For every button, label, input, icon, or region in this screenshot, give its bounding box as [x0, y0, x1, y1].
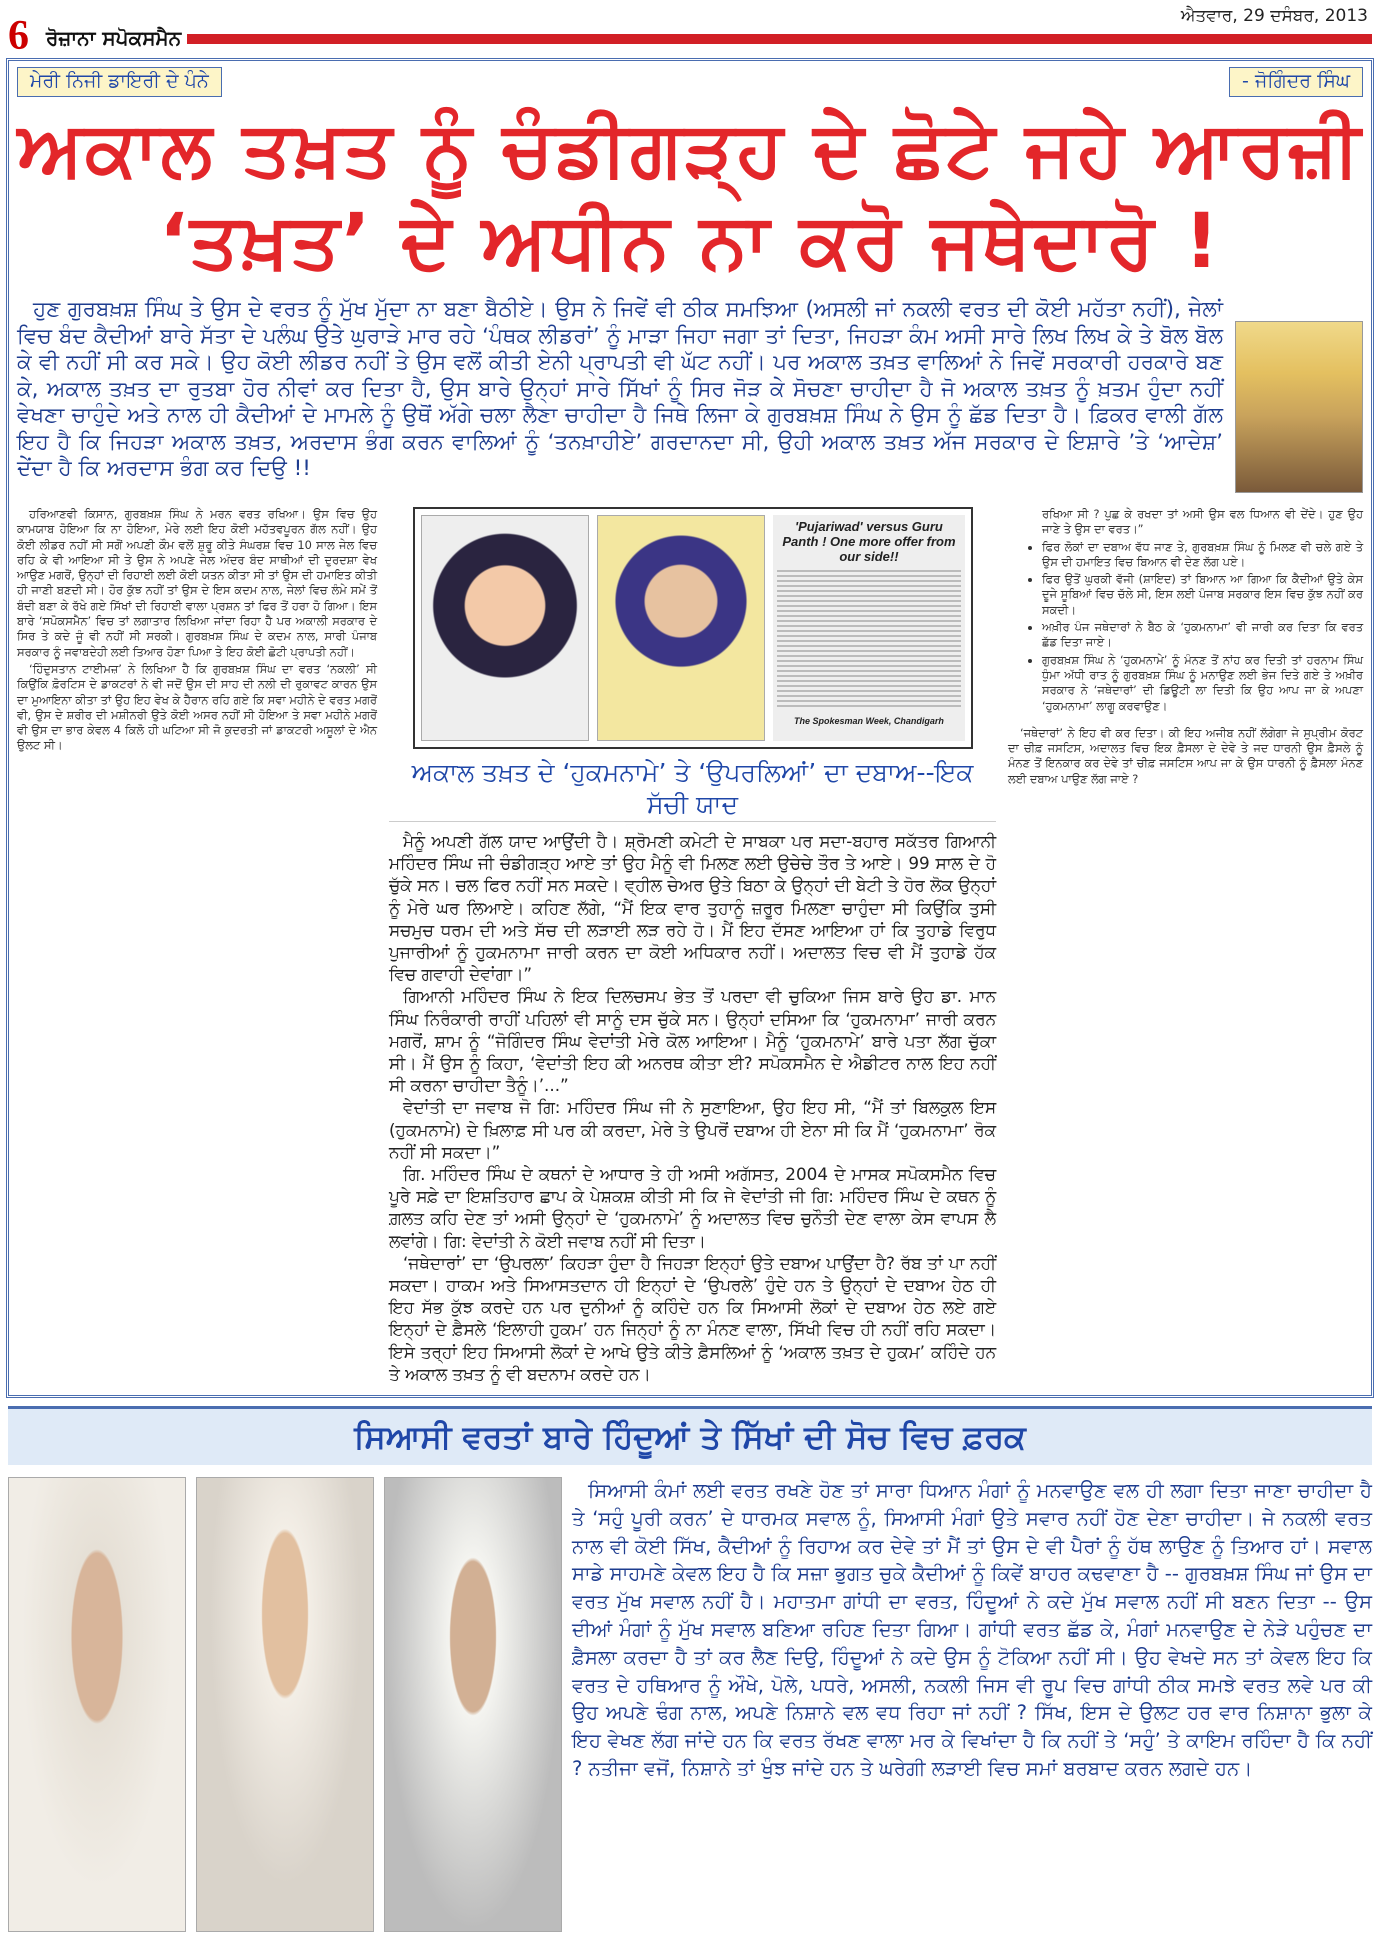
- photo-sikh-elder: [196, 1477, 374, 1932]
- clipping-title: 'Pujariwad' versus Guru Panth ! One more offer from our side!!: [782, 519, 956, 564]
- bullet-list: [1042, 540, 1363, 714]
- photo-sikh-leader: [384, 1477, 562, 1932]
- paragraph: ‘ਜਥੇਦਾਰਾਂ’ ਦਾ ‘ਉਪਰਲਾ’ ਕਿਹੜਾ ਹੁੰਦਾ ਹੈ ਜਿਹੜਾ ਇਨ੍ਹਾਂ ਉਤੇ ਦਬਾਅ ਪਾਉਂਦਾ ਹੈ? ਰੱਬ ਤਾਂ ਪਾ ਨਹੀਂ ਸਕਦਾ। ਹਾਕਮ ਅਤੇ ਸਿਆਸਤਦਾਨ ਹੀ ਇਨ੍ਹਾਂ ਦੇ ‘ਉਪਰਲੇ’ ਹੁੰਦੇ ਹਨ ਤੇ ਉਨ੍ਹਾਂ ਦੇ ਦਬਾਅ ਹੇਠ ਹੀ ਇਹ ਸੱਭ ਕੁੱਝ ਕਰਦੇ ਹਨ ਪਰ ਦੁਨੀਆਂ ਨੂੰ ਕਹਿੰਦੇ ਹਨ ਕਿ ਸਿਆਸੀ ਲੋਕਾਂ ਦੇ ਦਬਾਅ ਹੇਠ ਲਏ ਗਏ ਇਨ੍ਹਾਂ ਦੇ ਫ਼ੈਸਲੇ ‘ਇਲਾਹੀ ਹੁਕਮ’ ਹਨ ਜਿਨ੍ਹਾਂ ਨੂੰ ਨਾ ਮੰਨਣ ਵਾਲਾ, ਸਿੱਖੀ ਵਿਚ ਹੀ ਨਹੀਂ ਰਹਿ ਸਕਦਾ। ਇਸੇ ਤਰ੍ਹਾਂ ਇਹ ਸਿਆਸੀ ਲੋਕਾਂ ਦੇ ਆਖੇ ਉਤੇ ਕੀਤੇ ਫ਼ੈਸਲਿਆਂ ਨੂੰ ‘ਅਕਾਲ ਤਖ਼ਤ ਦੇ ਹੁਕਮ’ ਕਹਿੰਦੇ ਹਨ ਤੇ ਅਕਾਲ ਤਖ਼ਤ ਨੂੰ ਵੀ ਬਦਨਾਮ ਕਰਦੇ ਹਨ।: [389, 1252, 996, 1384]
- article-columns: [17, 507, 1363, 1385]
- bottom-section: [8, 1406, 1372, 1932]
- paragraph: ਮੈਨੂੰ ਅਪਣੀ ਗੱਲ ਯਾਦ ਆਉਂਦੀ ਹੈ। ਸ਼੍ਰੋਮਣੀ ਕਮੇਟੀ ਦੇ ਸਾਬਕਾ ਪਰ ਸਦਾ-ਬਹਾਰ ਸਕੱਤਰ ਗਿਆਨੀ ਮਹਿੰਦਰ ਸਿੰਘ ਜੀ ਚੰਡੀਗੜ੍ਹ ਆਏ ਤਾਂ ਉਹ ਮੈਨੂੰ ਵੀ ਮਿਲਣ ਲਈ ਉਚੇਚੇ ਤੌਰ ਤੇ ਆਏ। 99 ਸਾਲ ਦੇ ਹੋ ਚੁੱਕੇ ਸਨ। ਚਲ ਫਿਰ ਨਹੀਂ ਸਨ ਸਕਦੇ। ਵ੍ਹੀਲ ਚੇਅਰ ਉਤੇ ਬਿਠਾ ਕੇ ਉਨ੍ਹਾਂ ਦੀ ਬੇਟੀ ਤੇ ਹੋਰ ਲੋਕ ਉਨ੍ਹਾਂ ਨੂੰ ਮੇਰੇ ਘਰ ਲਿਆਏ। ਕਹਿਣ ਲੱਗੇ, “ਮੈਂ ਇਕ ਵਾਰ ਤੁਹਾਨੂੰ ਜ਼ਰੂਰ ਮਿਲਣਾ ਚਾਹੁੰਦਾ ਸੀ ਕਿਉਂਕਿ ਤੁਸੀ ਸਚਮੁਚ ਧਰਮ ਦੀ ਅਤੇ ਸੱਚ ਦੀ ਲੜਾਈ ਲੜ ਰਹੇ ਹੋ। ਮੈਂ ਇਹ ਦੱਸਣ ਆਇਆ ਹਾਂ ਕਿ ਤੁਹਾਡੇ ਵਿਰੁਧ ਪੁਜਾਰੀਆਂ ਨੂੰ ਹੁਕਮਨਾਮਾ ਜਾਰੀ ਕਰਨ ਦਾ ਕੋਈ ਅਧਿਕਾਰ ਨਹੀਂ। ਅਦਾਲਤ ਵਿਚ ਵੀ ਮੈਂ ਤੁਹਾਡੇ ਹੱਕ ਵਿਚ ਗਵਾਹੀ ਦੇਵਾਂਗਾ।”: [389, 831, 996, 985]
- photo-gandhi: [8, 1477, 186, 1932]
- middle-subhead: ਅਕਾਲ ਤਖ਼ਤ ਦੇ ‘ਹੁਕਮਨਾਮੇ’ ਤੇ ‘ਉਪਰਲਿਆਂ’ ਦਾ ਦਬਾਅ--ਇਕ ਸੱਚੀ ਯਾਦ: [389, 757, 996, 822]
- clipping-text-block: [777, 570, 960, 710]
- paragraph: ਗਿਆਨੀ ਮਹਿੰਦਰ ਸਿੰਘ ਨੇ ਇਕ ਦਿਲਚਸਪ ਭੇਤ ਤੋਂ ਪਰਦਾ ਵੀ ਚੁਕਿਆ ਜਿਸ ਬਾਰੇ ਉਹ ਡਾ. ਮਾਨ ਸਿੰਘ ਨਿਰੰਕਾਰੀ ਰਾਹੀਂ ਪਹਿਲਾਂ ਵੀ ਸਾਨੂੰ ਦਸ ਚੁੱਕੇ ਸਨ। ਉਨ੍ਹਾਂ ਦਸਿਆ ਕਿ ‘ਹੁਕਮਨਾਮਾ’ ਜਾਰੀ ਕਰਨ ਮਗਰੋਂ, ਸ਼ਾਮ ਨੂੰ “ਜੋਗਿੰਦਰ ਸਿੰਘ ਵੇਦਾਂਤੀ ਮੇਰੇ ਕੋਲ ਆਇਆ। ਮੈਨੂੰ ‘ਹੁਕਮਨਾਮੇ’ ਬਾਰੇ ਪਤਾ ਲੱਗ ਚੁੱਕਾ ਸੀ। ਮੈਂ ਉਸ ਨੂੰ ਕਿਹਾ, ‘ਵੇਦਾਂਤੀ ਇਹ ਕੀ ਅਨਰਥ ਕੀਤਾ ਈ? ਸਪੋਕਸਮੈਨ ਦੇ ਐਡੀਟਰ ਨਾਲ ਇਹ ਨਹੀਂ ਸੀ ਕਰਨਾ ਚਾਹੀਦਾ ਤੈਨੂੰ।’...”: [389, 986, 996, 1096]
- middle-column: [389, 507, 996, 1385]
- bottom-section-heading: ਸਿਆਸੀ ਵਰਤਾਂ ਬਾਰੇ ਹਿੰਦੂਆਂ ਤੇ ਸਿੱਖਾਂ ਦੀ ਸੋਚ ਵਿਚ ਫ਼ਰਕ: [8, 1406, 1372, 1465]
- photo-strip: [413, 507, 973, 749]
- label-row: [17, 67, 1363, 97]
- paragraph: ਹਰਿਆਣਵੀ ਕਿਸਾਨ, ਗੁਰਬਖ਼ਸ਼ ਸਿੰਘ ਨੇ ਮਰਨ ਵਰਤ ਰਖਿਆ। ਉਸ ਵਿਚ ਉਹ ਕਾਮਯਾਬ ਹੋਇਆ ਕਿ ਨਾ ਹੋਇਆ, ਮੇਰੇ ਲਈ ਇਹ ਕੋਈ ਮਹੱਤਵਪੂਰਨ ਗੱਲ ਨਹੀਂ। ਉਹ ਕੋਈ ਲੀਡਰ ਨਹੀਂ ਸੀ ਸਗੋਂ ਅਪਣੀ ਕੌਮ ਵਲੋਂ ਸ਼ੁਰੂ ਕੀਤੇ ਸੰਘਰਸ਼ ਵਿਚ 10 ਸਾਲ ਜੇਲ ਵਿਚ ਰਹਿ ਕੇ ਵੀ ਆਇਆ ਸੀ ਤੇ ਉਸ ਨੇ ਅਪਣੇ ਜੇਲ ਅੰਦਰ ਬੰਦ ਸਾਥੀਆਂ ਦੀ ਦੁਰਦਸ਼ਾ ਵੇਖ ਆਉਣ ਮਗਰੋਂ, ਉਨ੍ਹਾਂ ਦੀ ਰਿਹਾਈ ਲਈ ਕੋਈ ਯਤਨ ਕੀਤਾ ਸੀ ਤਾਂ ਉਸ ਦੀ ਹਮਾਇਤ ਕੀਤੀ ਹੀ ਜਾਣੀ ਬਣਦੀ ਸੀ। ਹੋਰ ਕੁੱਝ ਨਹੀਂ ਤਾਂ ਉਸ ਦੇ ਇਸ ਕਦਮ ਨਾਲ, ਜੇਲਾਂ ਵਿਚ ਲੰਮੇ ਸਮੇਂ ਤੋਂ ਬੰਦੀ ਬਣਾ ਕੇ ਰੱਖੇ ਗਏ ਸਿੱਖਾਂ ਦੀ ਰਿਹਾਈ ਵਾਲਾ ਪ੍ਰਸ਼ਨ ਤਾਂ ਫਿਰ ਤੋਂ ਹਰਾ ਹੋ ਗਿਆ। ਇਸ ਬਾਰੇ ‘ਸਪੋਕਸਮੈਨ’ ਵਿਚ ਤਾਂ ਲਗਾਤਾਰ ਲਿਖਿਆ ਜਾਂਦਾ ਰਿਹਾ ਹੈ ਪਰ ਅਕਾਲੀ ਸਰਕਾਰ ਦੇ ਸਿਰ ਤੇ ਕਦੇ ਜੂੰ ਵੀ ਨਹੀਂ ਸੀ ਸਰਕੀ। ਗੁਰਬਖ਼ਸ਼ ਸਿੰਘ ਦੇ ਕਦਮ ਨਾਲ, ਸਾਰੀ ਪੰਜਾਬ ਸਰਕਾਰ ਨੂੰ ਜਵਾਬਦੇਹੀ ਲਈ ਤਿਆਰ ਹੋਣਾ ਪਿਆ ਤੇ ਇਹ ਕੋਈ ਛੋਟੀ ਪ੍ਰਾਪਤੀ ਨਹੀਂ।: [17, 507, 377, 659]
- bullet-item: • ਗੁਰਬਖ਼ਸ਼ ਸਿੰਘ ਨੇ ‘ਹੁਕਮਨਾਮੇ’ ਨੂੰ ਮੰਨਣ ਤੋਂ ਨਾਂਹ ਕਰ ਦਿਤੀ ਤਾਂ ਹਰਨਾਮ ਸਿੰਘ ਧੁੰਮਾ ਅੱਧੀ ਰਾਤ ਨੂੰ ਗੁਰਬਖ਼ਸ਼ ਸਿੰਘ ਨੂੰ ਮਨਾਉਣ ਲਈ ਭੇਜ ਦਿਤੇ ਗਏ ਤੇ ਅਖ਼ੀਰ ਸਰਕਾਰ ਨੇ ‘ਜਥੇਦਾਰਾਂ’ ਦੀ ਡਿਊਟੀ ਲਾ ਦਿਤੀ ਕਿ ਉਹ ਆਪ ਜਾ ਕੇ ਅਪਣਾ ‘ਹੁਕਮਨਾਮਾ’ ਲਾਗੂ ਕਰਵਾਉਣ।: [1042, 653, 1363, 714]
- headline: [17, 103, 1363, 287]
- column-label: ਮੇਰੀ ਨਿਜੀ ਡਾਇਰੀ ਦੇ ਪੰਨੇ: [17, 67, 222, 97]
- clipping-caption: The Spokesman Week, Chandigarh: [794, 716, 944, 726]
- lead-row: [17, 297, 1363, 493]
- photo-giani-mahinder-singh: [421, 515, 589, 741]
- right-column: [1008, 507, 1363, 789]
- left-column: [17, 507, 377, 756]
- bottom-section-text: ਸਿਆਸੀ ਕੰਮਾਂ ਲਈ ਵਰਤ ਰਖਣੇ ਹੋਣ ਤਾਂ ਸਾਰਾ ਧਿਆਨ ਮੰਗਾਂ ਨੂੰ ਮਨਵਾਉਣ ਵਲ ਹੀ ਲਗਾ ਦਿਤਾ ਜਾਣਾ ਚਾਹੀਦਾ ਹੈ ਤੇ ‘ਸਹੁੰ ਪੂਰੀ ਕਰਨ’ ਦੇ ਧਾਰਮਕ ਸਵਾਲ ਨੂੰ, ਸਿਆਸੀ ਮੰਗਾਂ ਉਤੇ ਸਵਾਰ ਨਹੀਂ ਹੋਣ ਦੇਣਾ ਚਾਹੀਦਾ। ਜੇ ਨਕਲੀ ਵਰਤ ਨਾਲ ਵੀ ਕੋਈ ਸਿੱਖ, ਕੈਦੀਆਂ ਨੂੰ ਰਿਹਾਅ ਕਰ ਦੇਵੇ ਤਾਂ ਮੈਂ ਤਾਂ ਉਸ ਦੇ ਵੀ ਪੈਰਾਂ ਨੂੰ ਹੱਥ ਲਾਉਣ ਨੂੰ ਤਿਆਰ ਹਾਂ। ਸਵਾਲ ਸਾਡੇ ਸਾਹਮਣੇ ਕੇਵਲ ਇਹ ਹੈ ਕਿ ਸਜ਼ਾ ਭੁਗਤ ਚੁਕੇ ਕੈਦੀਆਂ ਨੂੰ ਕਿਵੇਂ ਬਾਹਰ ਕਢਵਾਣਾ ਹੈ -- ਗੁਰਬਖ਼ਸ਼ ਸਿੰਘ ਜਾਂ ਉਸ ਦਾ ਵਰਤ ਮੁੱਖ ਸਵਾਲ ਨਹੀਂ ਹੈ। ਮਹਾਤਮਾ ਗਾਂਧੀ ਦਾ ਵਰਤ, ਹਿੰਦੂਆਂ ਨੇ ਕਦੇ ਮੁੱਖ ਸਵਾਲ ਨਹੀਂ ਸੀ ਬਣਨ ਦਿਤਾ -- ਉਸ ਦੀਆਂ ਮੰਗਾਂ ਨੂੰ ਮੁੱਖ ਸਵਾਲ ਬਣਿਆ ਰਹਿਣ ਦਿਤਾ ਗਿਆ। ਗਾਂਧੀ ਵਰਤ ਛੱਡ ਕੇ, ਮੰਗਾਂ ਮਨਵਾਉਣ ਦੇ ਨੇੜੇ ਪਹੁੰਚਣ ਦਾ ਫ਼ੈਸਲਾ ਕਰਦਾ ਹੈ ਤਾਂ ਕਰ ਲੈਣ ਦਿਉ, ਹਿੰਦੂਆਂ ਨੇ ਕਦੇ ਉਸ ਨੂੰ ਟੋਕਿਆ ਨਹੀਂ ਸੀ। ਉਹ ਵੇਖਦੇ ਸਨ ਤਾਂ ਕੇਵਲ ਇਹ ਕਿ ਵਰਤ ਦੇ ਹਥਿਆਰ ਨੂੰ ਔਖੇ, ਪੋਲੇ, ਪਧਰੇ, ਅਸਲੀ, ਨਕਲੀ ਜਿਸ ਵੀ ਰੂਪ ਵਿਚ ਗਾਂਧੀ ਠੀਕ ਸਮਝੇ ਵਰਤ ਲਵੇ ਪਰ ਕੀ ਉਹ ਅਪਣੇ ਢੰਗ ਨਾਲ, ਅਪਣੇ ਨਿਸ਼ਾਨੇ ਵਲ ਵਧ ਰਿਹਾ ਜਾਂ ਨਹੀਂ ? ਸਿੱਖ, ਇਸ ਦੇ ਉਲਟ ਹਰ ਵਾਰ ਨਿਸ਼ਾਨਾ ਭੁਲਾ ਕੇ ਇਹ ਵੇਖਣ ਲੱਗ ਜਾਂਦੇ ਹਨ ਕਿ ਵਰਤ ਰੱਖਣ ਵਾਲਾ ਮਰ ਕੇ ਵਿਖਾਂਦਾ ਹੈ ਕਿ ਨਹੀਂ ਤੇ ‘ਸਹੁੰ’ ਤੇ ਕਾਇਮ ਰਹਿੰਦਾ ਹੈ ਕਿ ਨਹੀਂ ? ਨਤੀਜਾ ਵਜੋਂ, ਨਿਸ਼ਾਨੇ ਤਾਂ ਖੁੰਝ ਜਾਂਦੇ ਹਨ ਤੇ ਘਰੇਗੀ ਲੜਾਈ ਵਿਚ ਸਮਾਂ ਬਰਬਾਦ ਕਰਨ ਲਗਦੇ ਹਨ।: [572, 1479, 1373, 1781]
- lead-paragraph: ਹੁਣ ਗੁਰਬਖ਼ਸ਼ ਸਿੰਘ ਤੇ ਉਸ ਦੇ ਵਰਤ ਨੂੰ ਮੁੱਖ ਮੁੱਦਾ ਨਾ ਬਣਾ ਬੈਠੀਏ। ਉਸ ਨੇ ਜਿਵੇਂ ਵੀ ਠੀਕ ਸਮਝਿਆ (ਅਸਲੀ ਜਾਂ ਨਕਲੀ ਵਰਤ ਦੀ ਕੋਈ ਮਹੱਤਾ ਨਹੀਂ), ਜੇਲਾਂ ਵਿਚ ਬੰਦ ਕੈਦੀਆਂ ਬਾਰੇ ਸੱਤਾ ਦੇ ਪਲੰਘ ਉਤੇ ਘੁਰਾੜੇ ਮਾਰ ਰਹੇ ‘ਪੰਥਕ ਲੀਡਰਾਂ’ ਨੂੰ ਮਾੜਾ ਜਿਹਾ ਜਗਾ ਤਾਂ ਦਿਤਾ, ਜਿਹੜਾ ਕੰਮ ਅਸੀ ਸਾਰੇ ਲਿਖ ਲਿਖ ਕੇ ਤੇ ਬੋਲ ਬੋਲ ਕੇ ਵੀ ਨਹੀਂ ਸੀ ਕਰ ਸਕੇ। ਉਹ ਕੋਈ ਲੀਡਰ ਨਹੀਂ ਤੇ ਉਸ ਵਲੋਂ ਕੀਤੀ ਏਨੀ ਪ੍ਰਾਪਤੀ ਵੀ ਘੱਟ ਨਹੀਂ। ਪਰ ਅਕਾਲ ਤਖ਼ਤ ਵਾਲਿਆਂ ਨੇ ਜਿਵੇਂ ਸਰਕਾਰੀ ਹਰਕਾਰੇ ਬਣ ਕੇ, ਅਕਾਲ ਤਖ਼ਤ ਦਾ ਰੁਤਬਾ ਹੋਰ ਨੀਵਾਂ ਕਰ ਦਿਤਾ ਹੈ, ਉਸ ਬਾਰੇ ਉਨ੍ਹਾਂ ਸਾਰੇ ਸਿੱਖਾਂ ਨੂੰ ਸਿਰ ਜੋੜ ਕੇ ਸੋਚਣਾ ਚਾਹੀਦਾ ਹੈ ਜੋ ਅਕਾਲ ਤਖ਼ਤ ਨੂੰ ਖ਼ਤਮ ਹੁੰਦਾ ਨਹੀਂ ਵੇਖਣਾ ਚਾਹੁੰਦੇ ਅਤੇ ਨਾਲ ਹੀ ਕੈਦੀਆਂ ਦੇ ਮਾਮਲੇ ਨੂੰ ਉਥੋਂ ਅੱਗੇ ਚਲਾ ਲੈਣਾ ਚਾਹੀਦਾ ਹੈ ਜਿਥੇ ਲਿਜਾ ਕੇ ਗੁਰਬਖ਼ਸ਼ ਸਿੰਘ ਨੇ ਉਸ ਨੂੰ ਛੱਡ ਦਿਤਾ ਹੈ। ਫ਼ਿਕਰ ਵਾਲੀ ਗੱਲ ਇਹ ਹੈ ਕਿ ਜਿਹੜਾ ਅਕਾਲ ਤਖ਼ਤ, ਅਰਦਾਸ ਭੰਗ ਕਰਨ ਵਾਲਿਆਂ ਨੂੰ ‘ਤਨਖ਼ਾਹੀਏ’ ਗਰਦਾਨਦਾ ਸੀ, ਉਹੀ ਅਕਾਲ ਤਖ਼ਤ ਅੱਜ ਸਰਕਾਰ ਦੇ ਇਸ਼ਾਰੇ ’ਤੇ ‘ਆਦੇਸ਼’ ਦੇਂਦਾ ਹੈ ਕਿ ਅਰਦਾਸ ਭੰਗ ਕਰ ਦਿਉ !!: [17, 297, 1223, 481]
- photo-vedanti: [597, 515, 765, 741]
- bottom-row: [8, 1477, 1372, 1932]
- headline-line-1: ਅਕਾਲ ਤਖ਼ਤ ਨੂੰ ਚੰਡੀਗੜ੍ਹ ਦੇ ਛੋਟੇ ਜਹੇ ਆਰਜ਼ੀ: [17, 104, 1363, 193]
- bullet-item: • ਫਿਰ ਉਤੋਂ ਘੁਰਕੀ ਵੱਜੀ (ਸ਼ਾਇਦ) ਤਾਂ ਬਿਆਨ ਆ ਗਿਆ ਕਿ ਕੈਦੀਆਂ ਉਤੇ ਕੇਸ ਦੂਜੇ ਸੂਬਿਆਂ ਵਿਚ ਚੱਲੇ ਸੀ, ਇਸ ਲਈ ਪੰਜਾਬ ਸਰਕਾਰ ਇਸ ਵਿਚ ਕੁੱਝ ਨਹੀਂ ਕਰ ਸਕਦੀ।: [1042, 572, 1363, 618]
- middle-article: [389, 830, 996, 1385]
- headline-line-2: ‘ਤਖ਼ਤ’ ਦੇ ਅਧੀਨ ਨਾ ਕਰੋ ਜਥੇਦਾਰੋ !: [159, 196, 1221, 285]
- paragraph: ਗਿ. ਮਹਿੰਦਰ ਸਿੰਘ ਦੇ ਕਥਨਾਂ ਦੇ ਆਧਾਰ ਤੇ ਹੀ ਅਸੀ ਅਗੱਸਤ, 2004 ਦੇ ਮਾਸਕ ਸਪੋਕਸਮੈਨ ਵਿਚ ਪੂਰੇ ਸਫ਼ੇ ਦਾ ਇਸ਼ਤਿਹਾਰ ਛਾਪ ਕੇ ਪੇਸ਼ਕਸ਼ ਕੀਤੀ ਸੀ ਕਿ ਜੇ ਵੇਦਾਂਤੀ ਜੀ ਗਿ: ਮਹਿੰਦਰ ਸਿੰਘ ਦੇ ਕਥਨ ਨੂੰ ਗ਼ਲਤ ਕਹਿ ਦੇਣ ਤਾਂ ਅਸੀ ਉਨ੍ਹਾਂ ਦੇ ‘ਹੁਕਮਨਾਮੇ’ ਨੂੰ ਅਦਾਲਤ ਵਿਚ ਚੁਨੌਤੀ ਦੇਣ ਵਾਲਾ ਕੇਸ ਵਾਪਸ ਲੈ ਲਵਾਂਗੇ। ਗਿ: ਵੇਦਾਂਤੀ ਨੇ ਕੋਈ ਜਵਾਬ ਨਹੀਂ ਸੀ ਦਿਤਾ।: [389, 1164, 996, 1251]
- newspaper-clipping: [773, 515, 964, 741]
- article-frame: [6, 58, 1374, 1398]
- author-photo: [1235, 321, 1363, 493]
- bullet-item: • ਅਖ਼ੀਰ ਪੰਜ ਜਥੇਦਾਰਾਂ ਨੇ ਬੈਠ ਕੇ ‘ਹੁਕਮਨਾਮਾ’ ਵੀ ਜਾਰੀ ਕਰ ਦਿਤਾ ਕਿ ਵਰਤ ਛੱਡ ਦਿਤਾ ਜਾਏ।: [1042, 620, 1363, 651]
- masthead: [0, 0, 1380, 58]
- paragraph: ਰਖਿਆ ਸੀ ? ਪੁਛ ਕੇ ਰਖਦਾ ਤਾਂ ਅਸੀ ਉਸ ਵਲ ਧਿਆਨ ਵੀ ਦੇਂਦੇ। ਹੁਣ ਉਹ ਜਾਣੇ ਤੇ ਉਸ ਦਾ ਵਰਤ।”: [1042, 507, 1363, 537]
- paragraph: ਵੇਦਾਂਤੀ ਦਾ ਜਵਾਬ ਜੋ ਗਿ: ਮਹਿੰਦਰ ਸਿੰਘ ਜੀ ਨੇ ਸੁਣਾਇਆ, ਉਹ ਇਹ ਸੀ, “ਮੈਂ ਤਾਂ ਬਿਲਕੁਲ ਇਸ (ਹੁਕਮਨਾਮੇ) ਦੇ ਖ਼ਿਲਾਫ਼ ਸੀ ਪਰ ਕੀ ਕਰਦਾ, ਮੇਰੇ ਤੇ ਉਪਰੋਂ ਦਬਾਅ ਹੀ ਏਨਾ ਸੀ ਕਿ ਮੈਂ ‘ਹੁਕਮਨਾਮਾ’ ਰੋਕ ਨਹੀਂ ਸੀ ਸਕਦਾ।”: [389, 1097, 996, 1162]
- paper-name: ਰੋਜ਼ਾਨਾ ਸਪੋਕਸਮੈਨ: [46, 26, 187, 50]
- paragraph: ‘ਹਿੰਦੁਸਤਾਨ ਟਾਈਮਜ਼’ ਨੇ ਲਿਖਿਆ ਹੈ ਕਿ ਗੁਰਬਖ਼ਸ਼ ਸਿੰਘ ਦਾ ਵਰਤ ‘ਨਕਲੀ’ ਸੀ ਕਿਉਂਕਿ ਫ਼ੋਰਟਿਸ ਦੇ ਡਾਕਟਰਾਂ ਨੇ ਵੀ ਜਦੋਂ ਉਸ ਦੀ ਸਾਹ ਦੀ ਨਲੀ ਦੀ ਰੁਕਾਵਟ ਕਾਰਨ ਉਸ ਦਾ ਮੁਆਇਨਾ ਕੀਤਾ ਤਾਂ ਉਹ ਇਹ ਵੇਖ ਕੇ ਹੈਰਾਨ ਰਹਿ ਗਏ ਕਿ ਸਵਾ ਮਹੀਨੇ ਦੇ ਵਰਤ ਮਗਰੋਂ ਵੀ, ਉਸ ਦੇ ਸ਼ਰੀਰ ਦੀ ਮਸ਼ੀਨਰੀ ਉਤੇ ਕੋਈ ਅਸਰ ਨਹੀਂ ਸੀ ਹੋਇਆ ਤੇ ਸਵਾ ਮਹੀਨੇ ਮਗਰੋਂ ਵੀ ਉਸ ਦਾ ਭਾਰ ਕੇਵਲ 4 ਕਿਲੋ ਹੀ ਘਟਿਆ ਸੀ ਜੋ ਕੁਦਰਤੀ ਜਾਂ ਡਾਕਟਰੀ ਅਸੂਲਾਂ ਦੇ ਐਨ ਉਲਟ ਸੀ।: [17, 661, 377, 753]
- page-number: 6: [8, 13, 29, 59]
- bullet-item: • ਫਿਰ ਲੋਕਾਂ ਦਾ ਦਬਾਅ ਵੱਧ ਜਾਣ ਤੇ, ਗੁਰਬਖ਼ਸ਼ ਸਿੰਘ ਨੂੰ ਮਿਲਣ ਵੀ ਚਲੇ ਗਏ ਤੇ ਉਸ ਦੀ ਹਮਾਇਤ ਵਿਚ ਬਿਆਨ ਵੀ ਦੇਣ ਲੱਗ ਪਏ।: [1042, 540, 1363, 571]
- masthead-rule: [70, 34, 1372, 44]
- issue-date: ਐਤਵਾਰ, 29 ਦਸੰਬਰ, 2013: [1180, 6, 1368, 26]
- paragraph: ‘ਜਥੇਦਾਰਾਂ’ ਨੇ ਇਹ ਵੀ ਕਰ ਦਿਤਾ। ਕੀ ਇਹ ਅਜੀਬ ਨਹੀਂ ਲੱਗੇਗਾ ਜੇ ਸੁਪ੍ਰੀਮ ਕੋਰਟ ਦਾ ਚੀਫ਼ ਜਸਟਿਸ, ਅਦਾਲਤ ਵਿਚ ਇਕ ਫ਼ੈਸਲਾ ਦੇ ਦੇਵੇ ਤੇ ਜਦ ਧਾਰਨੀ ਉਸ ਫ਼ੈਸਲੇ ਨੂੰ ਮੰਨਣ ਤੋਂ ਇਨਕਾਰ ਕਰ ਦੇਵੇ ਤਾਂ ਚੀਫ਼ ਜਸਟਿਸ ਆਪ ਜਾ ਕੇ ਉਸ ਧਾਰਨੀ ਨੂੰ ਫ਼ੈਸਲਾ ਮੰਨਣ ਲਈ ਦਬਾਅ ਪਾਉਣ ਲੱਗ ਜਾਏ ?: [1008, 725, 1363, 786]
- byline: - ਜੋਗਿੰਦਰ ਸਿੰਘ: [1229, 67, 1363, 97]
